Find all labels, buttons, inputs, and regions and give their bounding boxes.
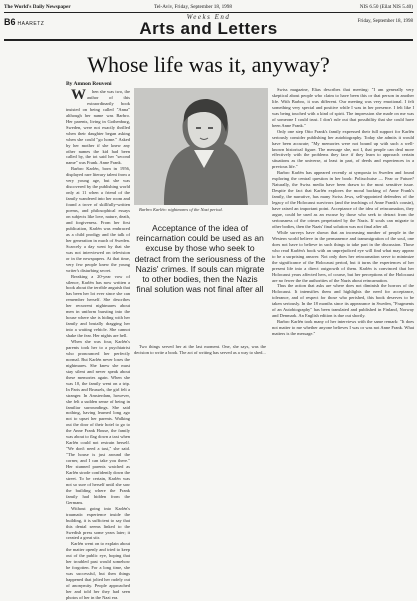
section-rule [4,39,413,41]
left-column-paragraph: Karlén went on to explain about the matter openly and tried to keep out of the public eye, hoping that her troubled past would somehow be forgotten. For a long time, she was successful, but then things happened that jolted her rudely out of anonymity. People approached her and told her they had seen photos of her in the Nazi era. [66,541,130,601]
right-column-paragraph: Swiss magazine, Elias describes that meeting: "I am generally very skeptical about people who claim to have been this or that person in another life. With Barbro, it was different. Our meeting was very emotional. I felt something very special and positive while I was in her presence. I felt like I was being touched with a kind of spirit. The impression she made on me was of someone I could trust. I don't rule out that possibility that she could have been Anne Frank." [272,87,414,128]
left-column-paragraph: Barbro Karlén, born in 1956, displayed rare literary talent from a very young age, but she was discovered by the publishing world only at 11 when a friend of the family wandered into her room and found a trove of skillfully-written poems, and philosophical essays on subjects like love, nature, death, and forgiveness. From her first publication, Karlén was embraced as a child prodigy and the talk of her generation in much of Sweden. Scarcely a day went by that she was not interviewed on television or in the newspapers. At that time, very few people knew the young writer's disturbing secret. [66,166,130,273]
right-column-paragraph: Only one step Otto Frank's family expressed their full support for Karlén seriously consider publishing her autobiography. Today she admits it would have been accurate; "My memories were not bound up with such a well-known historical figure. The message she, not I, that people can deal more effectively with the problems they face if they learn to approach certain situations as the universe, at least in part, of deeds and experiences in a previous life." [272,128,414,170]
left-column-paragraph: When she was four, Karlén's parents took her to a psychiatrist who pronounced her perfectly normal. But Karlén never loses the nightmares. She knew she must stay silent and never speak about these memories again. When she was 10, the family went on a trip. In Paris and Brussels, the girl felt a stranger. In Amsterdam, however, she felt a sudden sense of being in familiar surroundings. She said nothing, having learned long ago not to upset her parents. Walking out the door of their hotel to go to the Anne Frank House, the family was about to flag down a taxi when Karlén could not restrain herself. "We don't need a taxi," she said. "The house is just around the corner, and I can take you there." Her stunned parents watched as Karlén strode confidently down the street. To be certain, Karlén was not so sure of herself until she saw the building where the Frank family had hidden from the Germans. [66,339,130,505]
left-column-paragraph: When she was two, the author of this extraordinarily book insisted on being called "Anna" although her name was Barbro. Her parents, living in Gothenburg, Sweden, were not exactly thrilled when their daughter began asking when she could "go home." Asked by her mother if she knew any other names the kid had been called by, the tot said her "second name" was Frank. Anne Frank. [66,87,130,166]
page-number: B6 HAARETZ [4,17,45,27]
masthead-price: NIS 6.50 (Eilat NIS 5.40) [359,4,413,10]
right-column-paragraph: Thus the action that asks are where does not diminish the horrors of the Holocaust. It intensifies them and highlights the need for acceptance, tolerance, and of respect for those who perished, this book deserves to be taken seriously. In the 18 months since its appearance in Sweden, "Fragments of an Autobiography" has been translated and published in Finland, Norway and Denmark. An English edition is due out shortly. [272,283,414,319]
masthead-paper-name: The World's Daily Newspaper [4,4,71,10]
section-date: Friday, September 18, 1998 [357,19,413,24]
center-bottom-paragraph: Two things served her at the last moment. One, she says, was the decision to write a book. The act of writing has served as a way to shed... [134,344,266,355]
masthead-strip [4,3,413,12]
pull-quote: Acceptance of the idea of reincarnation could be used as an excuse by those who seek to detract from the seriousness of the Nazis' crimes. If souls can migrate to other bodies, then the Nazis final solution was not final after all [134,223,266,295]
masthead-dateline: Tel-Aviv, Friday, September 18, 1998 [154,4,232,10]
left-column-paragraph: Breaking a 20-year vow of silence, Karlén has now written a book about the terrible anguish that has been her lot ever since she can remember herself. She describes her recurrent nightmares about men in uniform bursting into the house where she is hiding with her family and brutally dragging her into a waiting vehicle. She cannot shake the fear. Her nights are hell. [66,273,130,339]
article-column-right [272,87,414,400]
article-column-center-bottom [134,344,266,400]
section-bar [4,13,413,37]
article-column-left [66,87,130,601]
article-byline: By Amnon Reuveni [66,81,112,87]
section-kicker: Weeks End [186,13,231,21]
author-photo [134,88,268,205]
photo-caption: Barbro Karlén: nightmares of the Nazi period. [139,207,223,212]
article-headline: Whose life was it, anyway? [87,52,330,77]
section-title: Arts and Letters [139,19,278,38]
right-column-paragraph: Barbro Karlén has appeared recently at symposia in Sweden and found exploring the central question in her book: Polisschutse — Fear or Future? Naturally, the Swiss media have been drawn to the most sensitive issue. Despite the fact that Karlén explores the moral backing of Anne Frank's family, the narrative, has many Swiss Jews, self-appointed defenders of the legacy of the Holocaust survivors (and the teachings of Anne Frank's cousin), have raised an important point. Acceptance of the idea of reincarnation, they argue, could be used as an excuse by those who seek to detract from the seriousness of the crimes perpetrated by the Nazis. If souls can migrate to other bodies, then the Nazis' final solution was not final after all. [272,170,414,229]
left-column-paragraph: Without going into Karlén's traumatic experience inside the building, it is sufficient to say that this denial seems linked to the Swedish press some years later; it created a great stir. [66,505,130,541]
right-column-paragraph: Barbro Karlén took many of her interviews with the same remark: "It does not matter to me whether anyone believes I was or was not Anne Frank. What matters is the message." [272,319,414,337]
right-column-paragraph: While surveys have shown that an increasing number of people in the Western world believe in the permanence and transmigration of the soul, one does not have to believe in such things to take part in the discussion. Those who read Karlén's book with an unprejudiced eye will find what may appear to be a surprising answer. Not only does her reincarnation serve to minimize the significance of the Holocaust period, but it turns the experiences of her present life into a direct outgrowth of them. Karlén is convinced that her Holocaust years affected hers, of course, but her perceptions of the Holocaust are no fewer the the authorities of the Nazis about reincarnation. [272,229,414,283]
